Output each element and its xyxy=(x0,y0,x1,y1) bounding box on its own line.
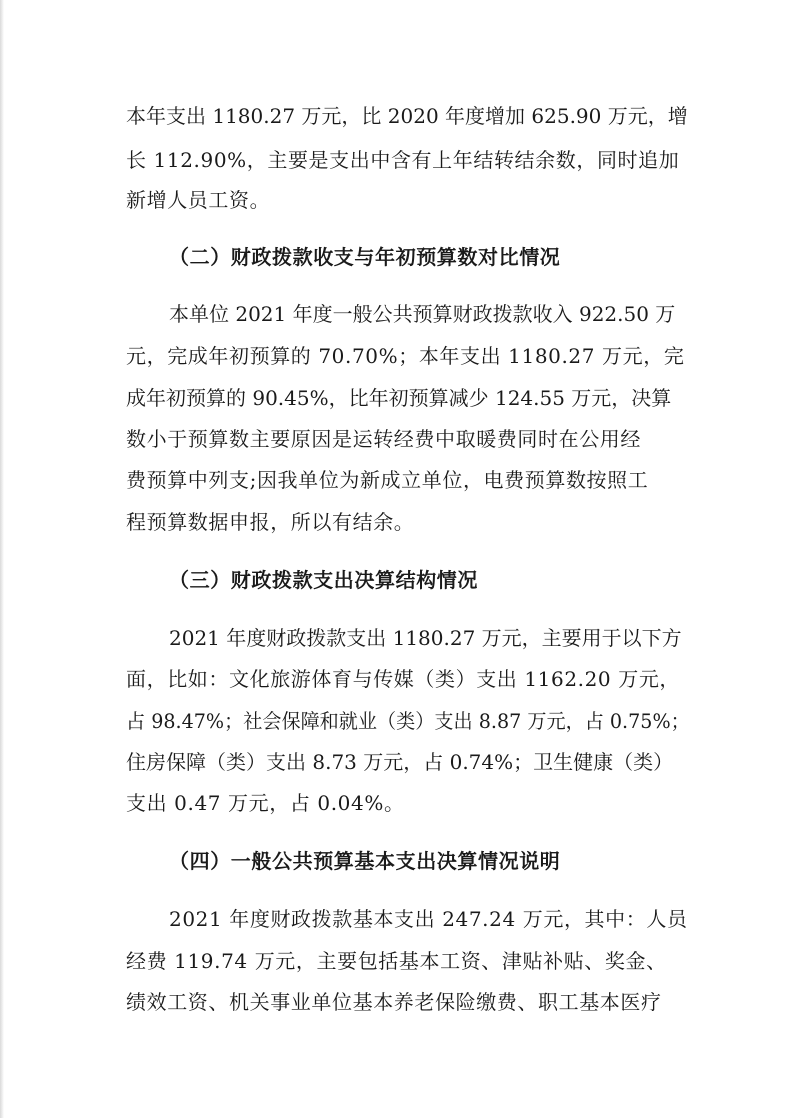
paragraph-1-line-2: 长 112.90%，主要是支出中含有上年结转结余数，同时追加 xyxy=(126,148,680,172)
paragraph-2-line-3: 成年初预算的 90.45%，比年初预算减少 124.55 万元，决算 xyxy=(126,386,672,410)
paragraph-2-line-1: 本单位 2021 年度一般公共预算财政拨款收入 922.50 万 xyxy=(169,302,676,326)
page-edge-shadow xyxy=(0,0,4,1118)
paragraph-2-line-5: 费预算中列支;因我单位为新成立单位，电费预算数按照工 xyxy=(126,468,649,492)
paragraph-3-line-2: 面，比如：文化旅游体育与传媒（类）支出 1162.20 万元， xyxy=(126,667,681,691)
paragraph-2-line-6: 程预算数据申报，所以有结余。 xyxy=(126,510,415,534)
paragraph-4-line-3: 绩效工资、机关事业单位基本养老保险缴费、职工基本医疗 xyxy=(126,990,662,1014)
paragraph-1-line-1: 本年支出 1180.27 万元，比 2020 年度增加 625.90 万元，增 xyxy=(126,104,688,128)
paragraph-4-line-1: 2021 年度财政拨款基本支出 247.24 万元，其中：人员 xyxy=(169,907,688,931)
paragraph-4-line-2: 经费 119.74 万元，主要包括基本工资、津贴补贴、奖金、 xyxy=(126,949,667,973)
paragraph-2-line-2: 元，完成年初预算的 70.70%；本年支出 1180.27 万元，完 xyxy=(126,344,685,368)
section-heading-4: （四）一般公共预算基本支出决算情况说明 xyxy=(169,849,561,873)
paragraph-3-line-1: 2021 年度财政拨款支出 1180.27 万元，主要用于以下方 xyxy=(169,626,682,650)
paragraph-1-line-3: 新增人员工资。 xyxy=(126,188,271,212)
paragraph-3-line-4: 住房保障（类）支出 8.73 万元，占 0.74%；卫生健康（类） xyxy=(126,750,674,774)
paragraph-3-line-5: 支出 0.47 万元，占 0.04%。 xyxy=(126,791,405,815)
section-heading-3: （三）财政拨款支出决算结构情况 xyxy=(169,568,478,592)
paragraph-3-line-3: 占 98.47%；社会保障和就业（类）支出 8.87 万元，占 0.75%； xyxy=(126,709,690,733)
section-heading-2: （二）财政拨款收支与年初预算数对比情况 xyxy=(169,245,561,269)
paragraph-2-line-4: 数小于预算数主要原因是运转经费中取暖费同时在公用经 xyxy=(126,427,641,451)
